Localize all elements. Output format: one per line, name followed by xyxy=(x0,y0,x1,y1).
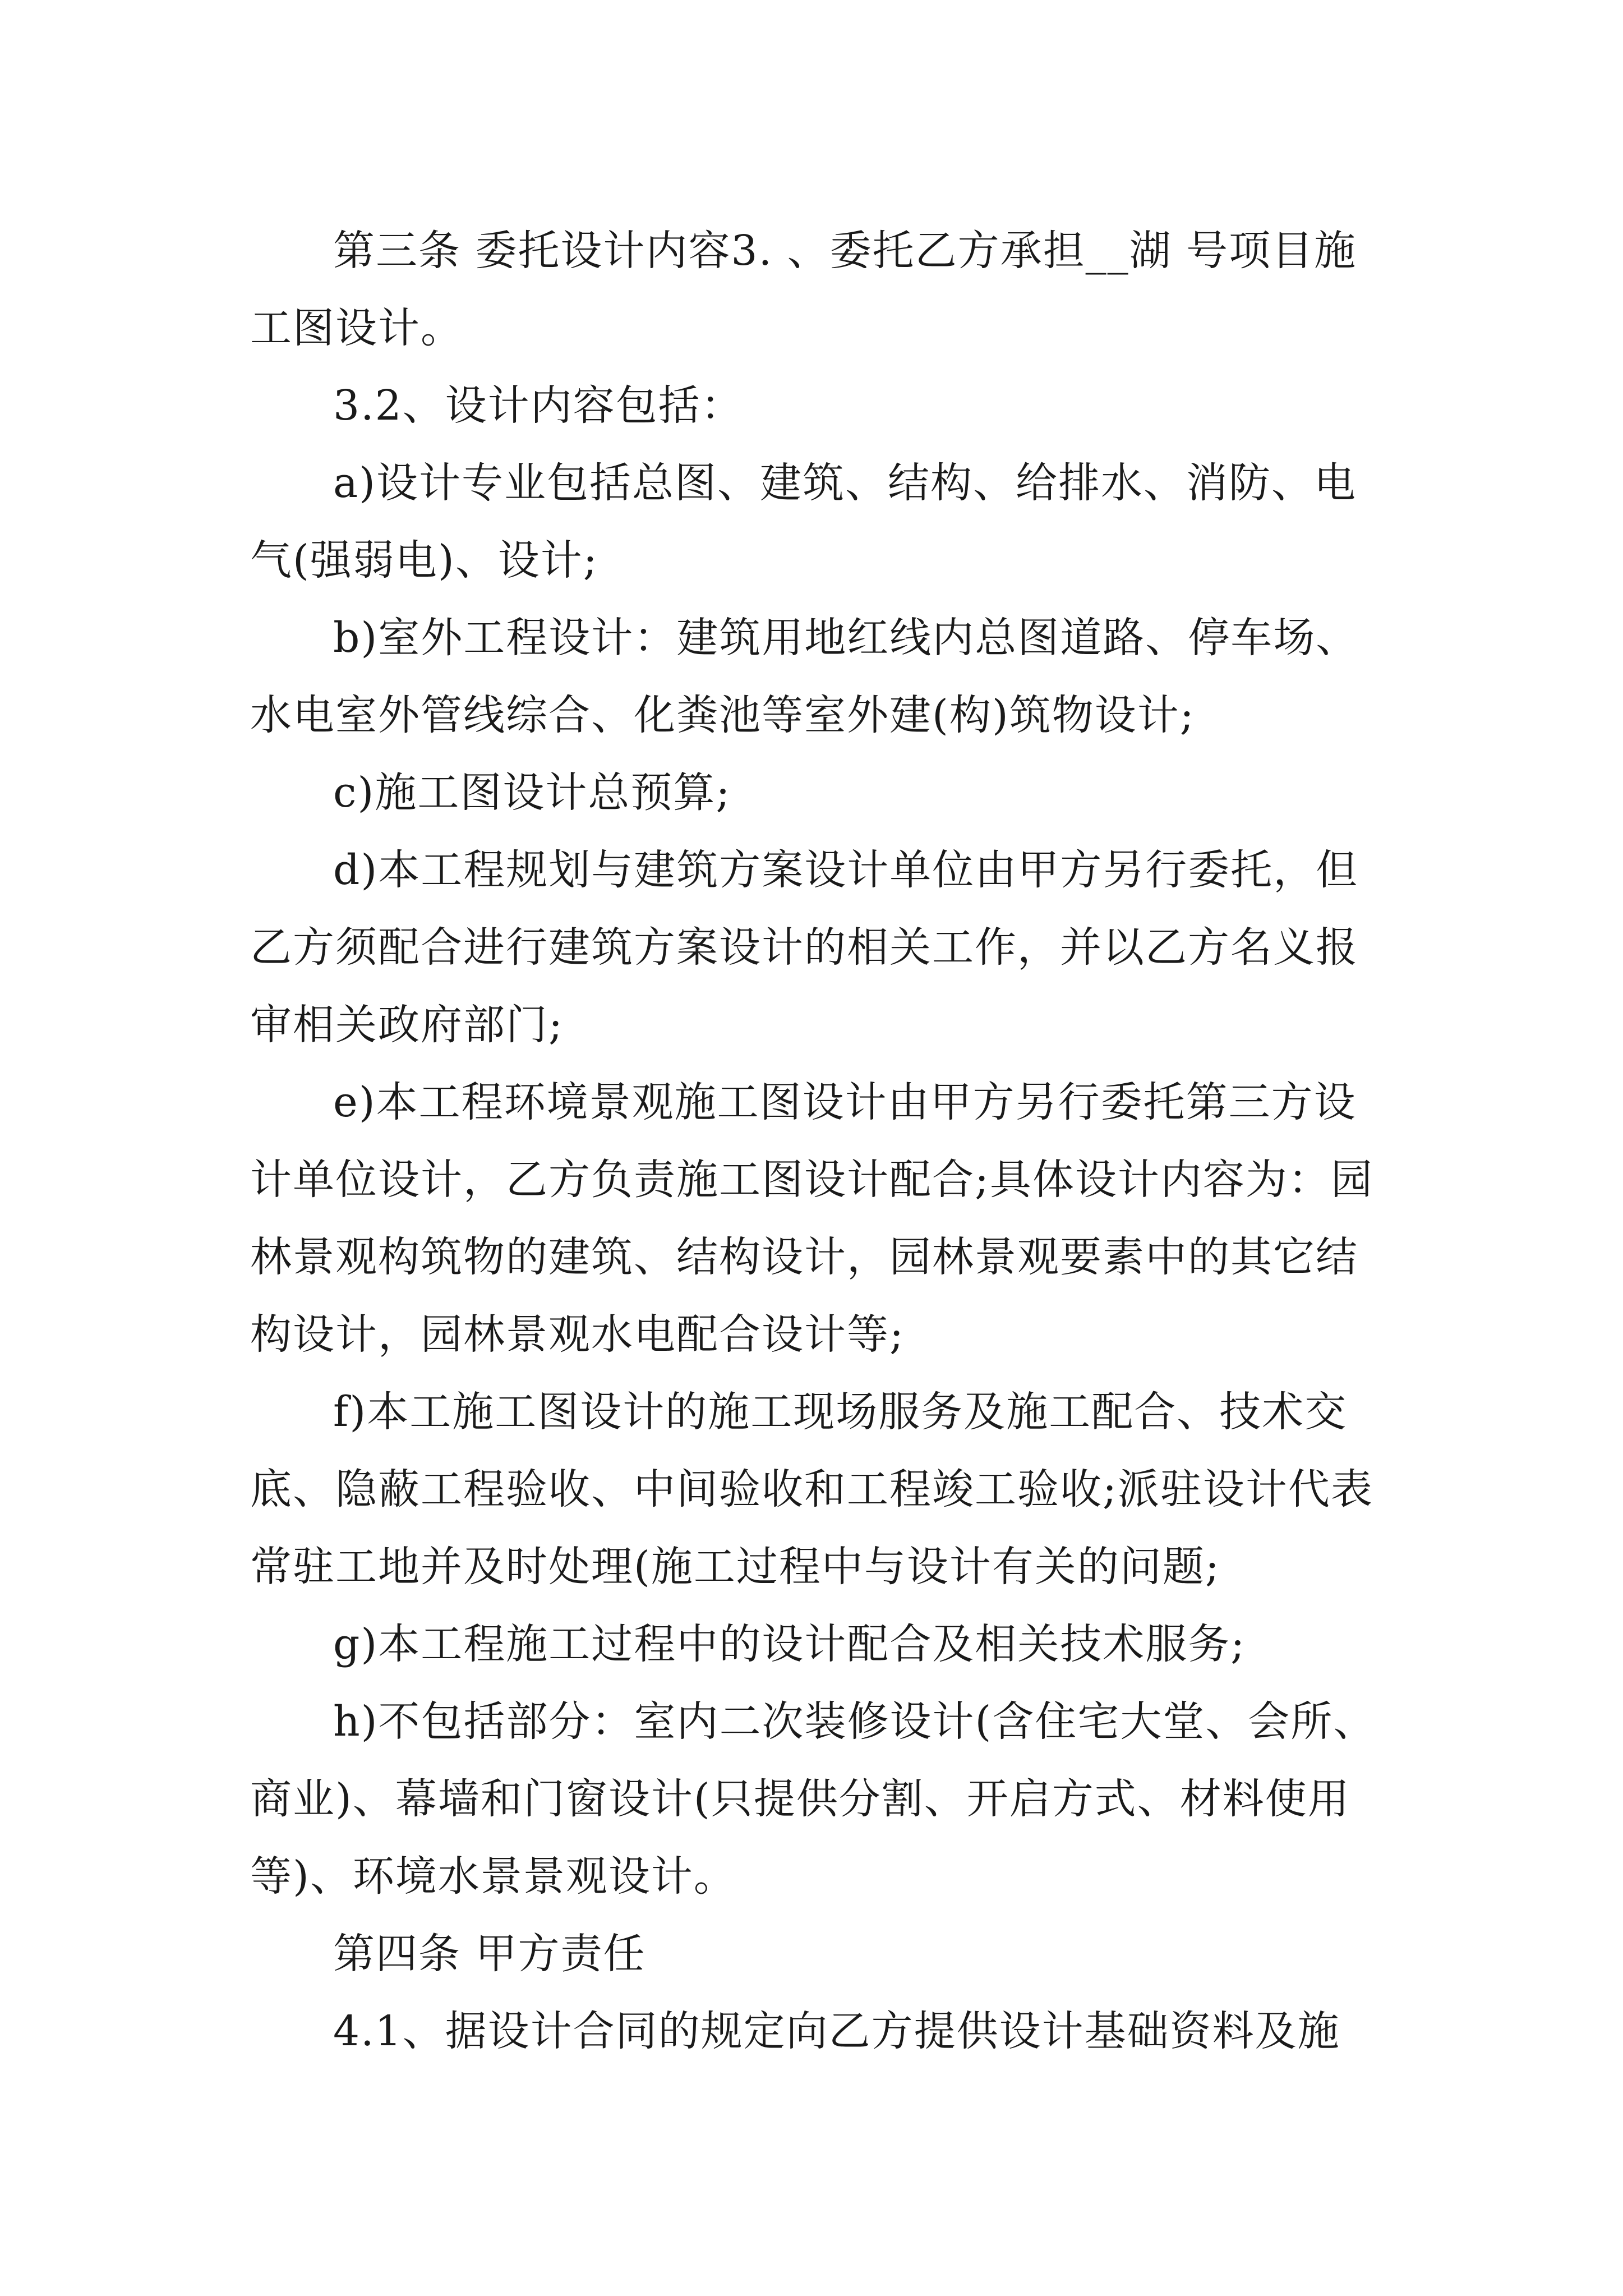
item-f-paragraph: f)本工施工图设计的施工现场服务及施工配合、技术交底、隐蔽工程验收、中间验收和工程竣工验收;派驻设计代表常驻工地并及时处理(施工过程中与设计有关的问题; xyxy=(250,1388,1373,1591)
item-b-paragraph: b)室外工程设计：建筑用地红线内总图道路、停车场、水电室外管线综合、化粪池等室外建(构)筑物设计; xyxy=(250,614,1359,739)
clause-4-1-paragraph: 4.1、据设计合同的规定向乙方提供设计基础资料及施 xyxy=(333,2007,1340,2055)
article-4-heading-paragraph: 第四条 甲方责任 xyxy=(333,1930,646,1978)
item-a-paragraph: a)设计专业包括总图、建筑、结构、给排水、消防、电气(强弱电)、设计; xyxy=(250,459,1357,585)
article-3-heading-paragraph: 第三条 委托设计内容3. 、委托乙方承担__湖 号项目施工图设计。 xyxy=(250,227,1357,352)
item-e-paragraph: e)本工程环境景观施工图设计由甲方另行委托第三方设计单位设计，乙方负责施工图设计配合;具体设计内容为：园林景观构筑物的建筑、结构设计，园林景观要素中的其它结构设计，园林景观水电配合设计等; xyxy=(250,1078,1373,1359)
document-body xyxy=(250,212,1377,2070)
item-g-paragraph: g)本工程施工过程中的设计配合及相关技术服务; xyxy=(333,1620,1246,1668)
item-d-paragraph: d)本工程规划与建筑方案设计单位由甲方另行委托，但乙方须配合进行建筑方案设计的相关工作，并以乙方名义报审相关政府部门; xyxy=(250,846,1359,1049)
clause-3-2-paragraph: 3.2、设计内容包括： xyxy=(333,381,744,430)
item-h-paragraph: h)不包括部分：室内二次装修设计(含住宅大堂、会所、商业)、幕墙和门窗设计(只提供分割、开启方式、材料使用等)、环境水景景观设计。 xyxy=(250,1697,1376,1901)
item-c-paragraph: c)施工图设计总预算; xyxy=(333,769,731,817)
